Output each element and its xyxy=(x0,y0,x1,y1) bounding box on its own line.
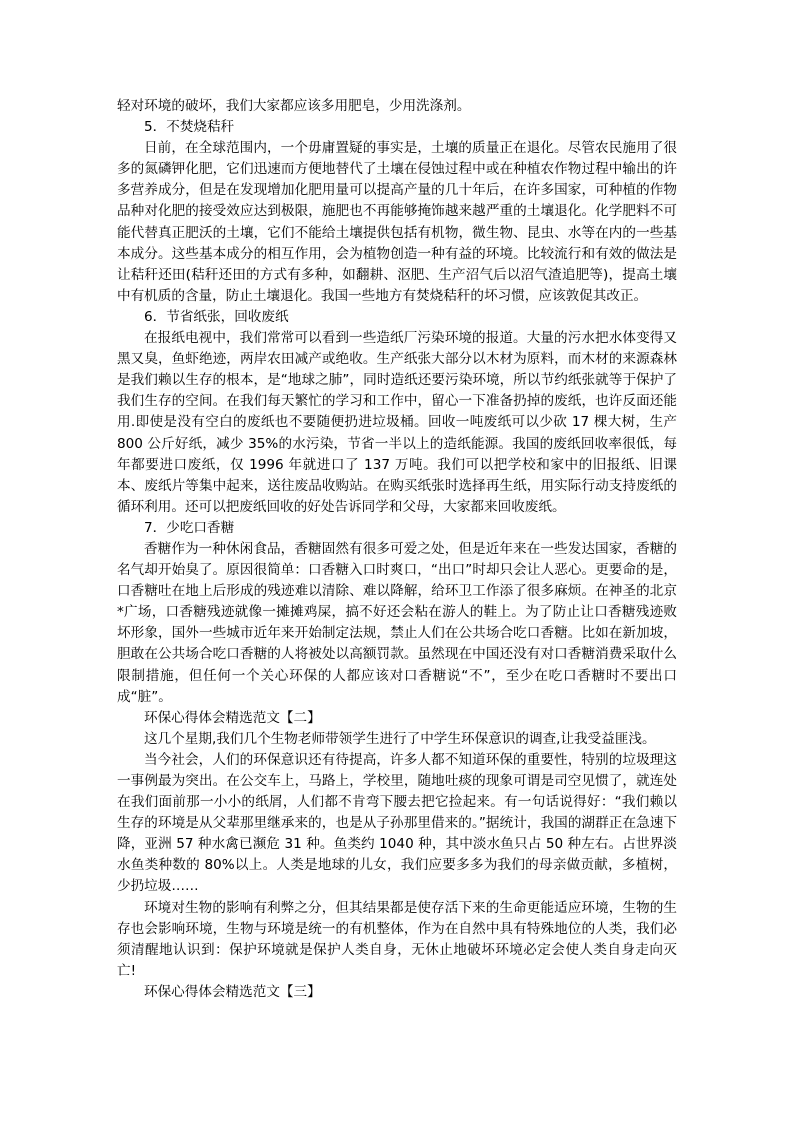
paragraph-intro-tail: 轻对环境的破坏，我们大家都应该多用肥皂，少用洗涤剂。 xyxy=(117,98,471,114)
paragraph-conclusion: 环境对生物的影响有利弊之分，但其结果都是使存活下来的生命更能适应环境，生物的生存也会影响环境，生物与环境是统一的有机整体，作为在自然中具有特殊地位的人类，我们必须清醒地认识到：保护环境就是保护人类自身，无休止地破坏环境必定会使人类自身走向灭亡! xyxy=(117,899,677,979)
heading-less-gum: 7．少吃口香糖 xyxy=(144,519,235,536)
paragraph-survey: 这几个星期,我们几个生物老师带领学生进行了中学生环保意识的调查,让我受益匪浅。 xyxy=(144,730,656,747)
document-body xyxy=(117,96,677,1003)
paragraph-awareness: 当今社会，人们的环保意识还有待提高，许多人都不知道环保的重要性，特别的垃圾理这一事例最为突出。在公交车上，马路上，学校里，随地吐痰的现象可谓是司空见惯了，就连处在我们面前那一小小的纸屑，人们都不肯弯下腰去把它捡起来。有一句话说得好：“我们赖以生存的环境是从父辈那里继承来的，也是从子孙那里借来的。”据统计，我国的湖群正在急速下降，亚洲 57 种水禽已濒危 31 种。鱼类约 1040 种，其中淡水鱼只占 50 种左右。占世界淡水鱼类种数的 80%以上。人类是地球的儿女，我们应要多多为我们的母亲做贡献，多植树，少扔垃圾…… xyxy=(117,751,677,895)
heading-essay-two: 环保心得体会精选范文【二】 xyxy=(144,709,321,726)
paragraph-chewing-gum: 香糖作为一种休闲食品，香糖固然有很多可爱之处，但是近年来在一些发达国家，香糖的名气却开始臭了。原因很简单：口香糖入口时爽口，“出口”时却只会让人恶心。更要命的是，口香糖吐在地上后形成的残迹难以清除、难以降解，给环卫工作添了很多麻烦。在神圣的北京*广场，口香糖残迹就像一摊摊鸡屎，搞不好还会粘在游人的鞋上。为了防止让口香糖残迹败坏形象，国外一些城市近年来开始制定法规，禁止人们在公共场合吃口香糖。比如在新加坡，胆敢在公共场合吃口香糖的人将被处以高额罚款。虽然现在中国还没有对口香糖消费采取什么限制措施，但任何一个关心环保的人都应该对口香糖说“不”，至少在吃口香糖时不要出口成“脏”。 xyxy=(117,540,677,705)
paragraph-paper-recycling: 在报纸电视中，我们常常可以看到一些造纸厂污染环境的报道。大量的污水把水体变得又黑又臭，鱼虾绝迹，两岸农田减产或绝收。生产纸张大部分以木材为原料，而木材的来源森林是我们赖以生存的根本，是“地球之肺”，同时造纸还要污染环境，所以节约纸张就等于保护了我们生存的空间。在我们每天繁忙的学习和工作中，留心一下准备扔掉的废纸，也许反面还能用.即使是没有空白的废纸也不要随便扔进垃圾桶。回收一吨废纸可以少砍 17 棵大树，生产 800 公斤好纸，减少 35%的水污染，节省一半以上的造纸能源。我国的废纸回收率很低，每年都要进口废纸，仅 1996 年就进口了 137 万吨。我们可以把学校和家中的旧报纸、旧课本、废纸片等集中起来，送往废品收购站。在购买纸张时选择再生纸，用实际行动支持废纸的循环利用。还可以把废纸回收的好处告诉同学和父母，大家都来回收废纸。 xyxy=(117,330,677,515)
heading-essay-three: 环保心得体会精选范文【三】 xyxy=(144,983,321,1000)
heading-no-straw-burning: 5．不焚烧秸秆 xyxy=(144,119,235,136)
heading-save-paper: 6．节省纸张，回收废纸 xyxy=(144,308,289,325)
paragraph-soil-degradation: 日前，在全球范围内，一个毋庸置疑的事实是，土壤的质量正在退化。尽管农民施用了很多的氮磷钾化肥，它们迅速而方便地替代了土壤在侵蚀过程中或在种植农作物过程中输出的许多营养成分，但是在发现增加化肥用量可以提高产量的几十年后，在许多国家，可种植的作物品种对化肥的接受效应达到极限，施肥也不再能够掩饰越来越严重的土壤退化。化学肥料不可能代替真正肥沃的土壤，它们不能给土壤提供包括有机物，微生物、昆虫、水等在内的一些基本成分。这些基本成分的相互作用，会为植物创造一种有益的环境。比较流行和有效的做法是让秸秆还田(秸秆还田的方式有多种，如翻耕、沤肥、生产沼气后以沼气渣追肥等)，提高土壤中有机质的含量，防止土壤退化。我国一些地方有焚烧秸秆的坏习惯，应该敦促其改正。 xyxy=(117,140,677,304)
